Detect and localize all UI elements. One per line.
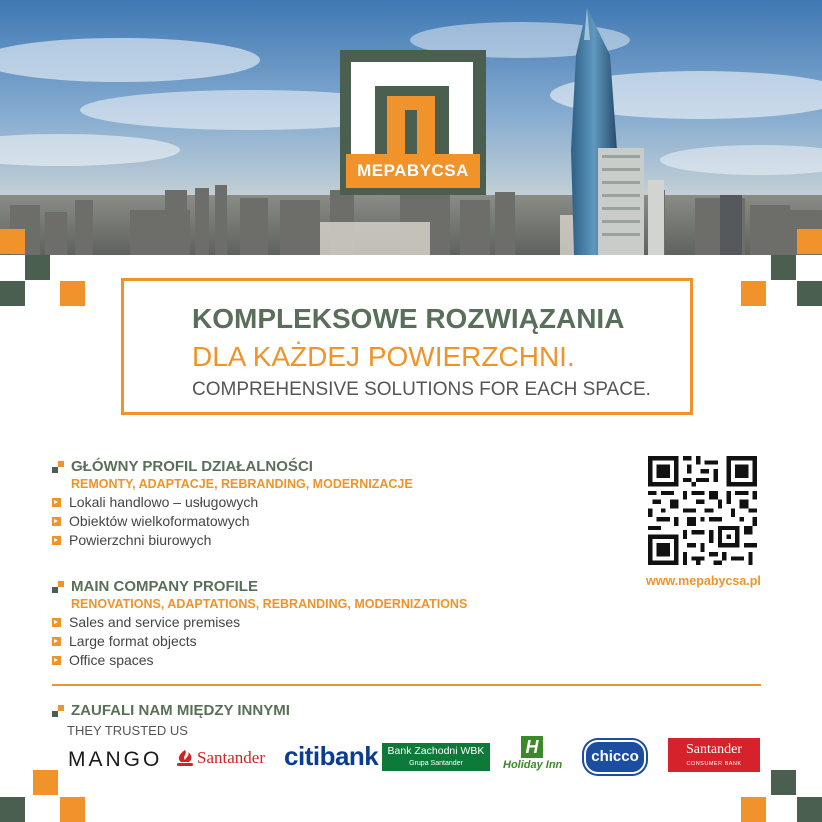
- headline-line3: COMPREHENSIVE SOLUTIONS FOR EACH SPACE.: [192, 379, 651, 400]
- deco-square: [797, 281, 822, 306]
- trusted-section: [52, 702, 290, 738]
- deco-square: [33, 770, 58, 795]
- profile-en-subtitle: RENOVATIONS, ADAPTATIONS, REBRANDING, MODERNIZATIONS: [71, 597, 468, 611]
- list-item: Office spaces: [52, 652, 467, 668]
- list-arrow-icon: [52, 656, 61, 665]
- list-arrow-icon: [52, 637, 61, 646]
- holiday-inn-logo: H Holiday Inn: [503, 737, 563, 771]
- deco-square: [0, 797, 25, 822]
- headline-line1: KOMPLEKSOWE ROZWIĄZANIA: [192, 303, 625, 334]
- profile-en-title: MAIN COMPANY PROFILE: [71, 578, 258, 595]
- headline-line2: DLA KAŻDEJ POWIERZCHNI.: [192, 341, 575, 372]
- deco-square: [741, 281, 766, 306]
- list-item: Obiektów wielkoformatowych: [52, 513, 413, 529]
- profile-pl-title: GŁÓWNY PROFIL DZIAŁALNOŚCI: [71, 458, 313, 475]
- section-bullet-icon: [52, 705, 64, 717]
- santander-logo: Santander: [176, 748, 265, 768]
- section-bullet-icon: [52, 581, 64, 593]
- santander-consumer-logo: Santander CONSUMER BANK: [668, 738, 760, 772]
- deco-square: [797, 797, 822, 822]
- deco-square: [25, 255, 50, 280]
- company-logo: [340, 50, 486, 195]
- deco-square: [0, 229, 25, 254]
- list-arrow-icon: [52, 517, 61, 526]
- logo-mark-icon: [351, 62, 473, 160]
- profile-en-section: [52, 578, 467, 668]
- profile-pl-section: [52, 458, 413, 548]
- trusted-title: ZAUFALI NAM MIĘDZY INNYMI: [71, 702, 290, 719]
- santander-flame-icon: [176, 750, 194, 766]
- list-arrow-icon: [52, 536, 61, 545]
- list-item: Sales and service premises: [52, 614, 467, 630]
- deco-square: [741, 797, 766, 822]
- section-bullet-icon: [52, 461, 64, 473]
- list-arrow-icon: [52, 618, 61, 627]
- deco-square: [60, 281, 85, 306]
- deco-square: [0, 281, 25, 306]
- profile-pl-subtitle: REMONTY, ADAPTACJE, REBRANDING, MODERNIZACJE: [71, 477, 413, 491]
- list-item: Lokali handlowo – usługowych: [52, 494, 413, 510]
- website-link[interactable]: www.mepabycsa.pl: [646, 574, 761, 588]
- headline-box: [121, 278, 693, 415]
- citibank-logo: citibank: [284, 741, 379, 771]
- list-arrow-icon: [52, 498, 61, 507]
- logo-brand-name: MEPABYCSA: [346, 154, 480, 188]
- qr-code-icon[interactable]: [648, 456, 757, 565]
- trusted-subtitle: THEY TRUSTED US: [67, 723, 188, 738]
- deco-square: [797, 229, 822, 254]
- list-item: Large format objects: [52, 633, 467, 649]
- deco-square: [60, 797, 85, 822]
- chicco-logo: chicco: [584, 740, 646, 774]
- divider: [52, 684, 761, 686]
- mango-logo: MANGO: [68, 748, 163, 771]
- deco-square: [771, 770, 796, 795]
- bzwbk-logo: Bank Zachodni WBK Grupa Santander: [382, 743, 490, 771]
- deco-square: [771, 255, 796, 280]
- holiday-inn-mark: H: [521, 736, 543, 758]
- list-item: Powierzchni biurowych: [52, 532, 413, 548]
